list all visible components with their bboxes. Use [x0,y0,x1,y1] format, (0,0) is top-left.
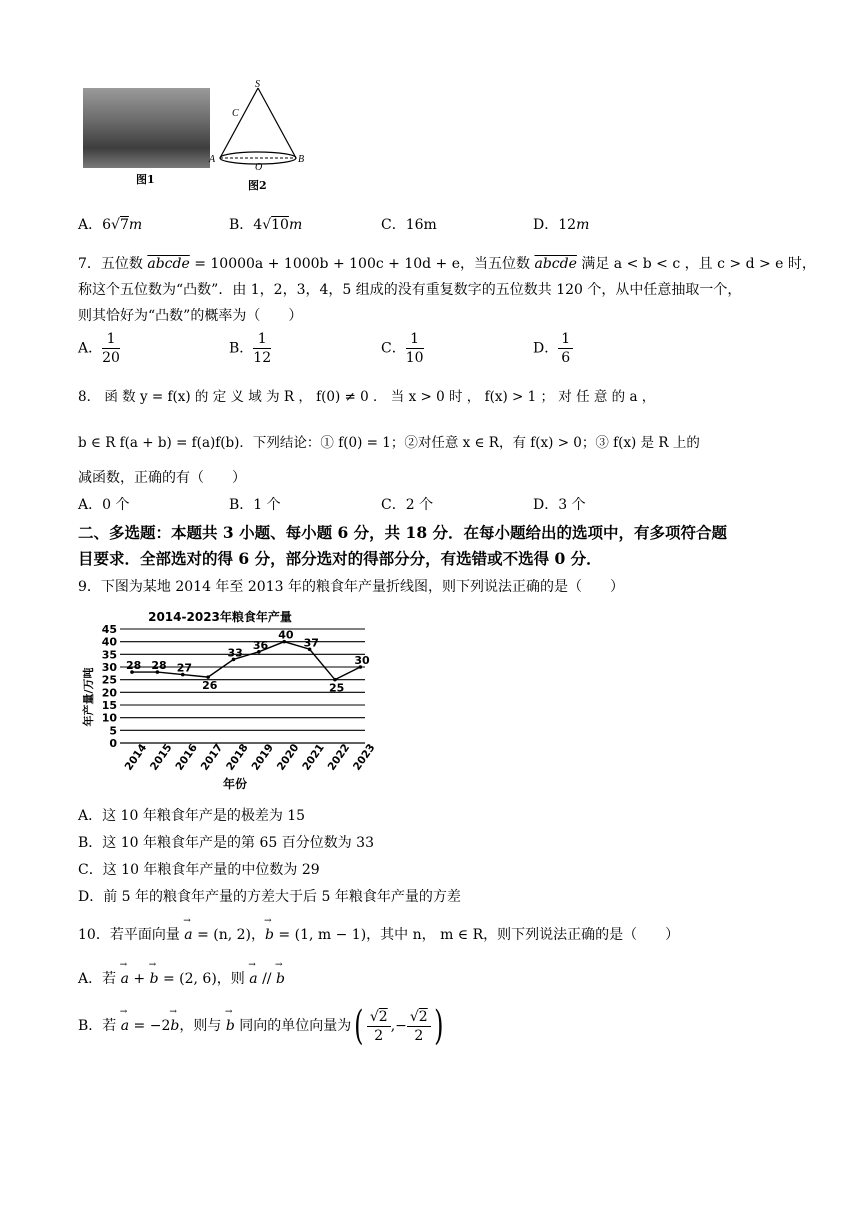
chart-x-tick-label: 2019 [249,741,277,773]
chart-data-label: 40 [278,628,294,642]
q7-stem-line2: 称这个五位数为“凸数”．由 1，2，3，4，5 组成的没有重复数字的五位数共 120 个，从中任意抽取一个， [78,282,742,298]
chart-data-label: 28 [126,659,142,673]
chart-y-tick-label: 20 [101,686,117,700]
q6-option-d[interactable]: D．12m [533,217,590,233]
cone-label-c: C [232,108,239,119]
q9-option-b[interactable]: B．这 10 年粮食年产是的第 65 百分位数为 33 [78,835,374,851]
q8-stem-line1: 8． 函 数 y = f(x) 的 定 义 域 为 R ， f(0) ≠ 0 ． 当 x > 0 时 ， f(x) > 1 ； 对 任 意 的 a ， [78,389,656,405]
chart-data-label: 28 [151,659,167,673]
q8-option-a[interactable]: A．0 个 [78,497,130,513]
chart-x-tick-label: 2016 [173,741,200,773]
chart-data-label: 25 [328,681,345,695]
q7-option-d[interactable]: D． $\frac{1}{6}$ [533,330,573,367]
q6-option-c[interactable]: C．16m [381,217,437,233]
cone-label-a: A [209,154,216,165]
chart-data-label: 33 [227,646,243,660]
chart-x-tick-label: 2020 [274,741,302,773]
q8-stem-line3: 减函数，正确的有（ ） [78,470,246,486]
figure-1-photo [83,88,210,168]
q9-option-d[interactable]: D．前 5 年的粮食年产量的方差大于后 5 年粮食年产量的方差 [78,889,461,905]
chart-data-label: 26 [202,679,218,693]
chart-y-tick-label: 15 [101,699,117,712]
q9-stem: 9．下图为某地 2014 年至 2013 年的粮食年产量折线图，则下列说法正确的是（ ） [78,579,624,595]
q7-option-b[interactable]: B． $\frac{1}{12}$ [229,331,272,366]
chart-y-tick-label: 35 [101,648,117,662]
chart-x-tick-label: 2017 [198,741,226,773]
q7-option-a[interactable]: A． $\frac{1}{20}$ [78,331,120,366]
q10-option-b[interactable]: B．若 → a = −2→ b，则与 → b 同向的单位向量为( $\frac{√2}{2}$ ,− $\frac{√2}{2}$ ) [78,1006,446,1046]
chart-y-tick-label: 45 [101,623,117,636]
chart-y-axis-label: 年产量/万吨 [82,667,95,727]
chart-y-tick-label: 0 [109,737,117,750]
cone-label-s: S [255,79,260,90]
chart-x-axis-label: 年份 [222,777,248,791]
q10-stem: 10．若平面向量 → a = (n, 2)，→ b = (1, m − 1)，其中 n， m ∈ R，则下列说法正确的是（ ） [78,924,679,944]
chart-y-tick-label: 25 [101,673,117,687]
grain-output-line-chart [80,605,380,795]
chart-data-label: 27 [176,661,193,675]
chart-x-tick-label: 2014 [122,741,150,773]
figure-2-caption: 图2 [248,179,267,192]
figure-1-caption: 图1 [136,173,155,186]
chart-data-label: 36 [252,638,269,652]
chart-data-label: 37 [303,636,319,650]
section2-heading-line1: 二、多选题：本题共 3 小题、每小题 6 分，共 18 分．在每小题给出的选项中，有多项符合题 [78,523,728,542]
chart-data-label: 30 [354,654,370,667]
q6-option-b[interactable]: B．4√10m [229,217,303,233]
chart-x-tick-label: 2015 [147,741,175,773]
cone-label-o: O [255,162,263,173]
q9-option-c[interactable]: C．这 10 年粮食年产量的中位数为 29 [78,862,320,878]
chart-title: 2014-2023年粮食年产量 [148,610,292,624]
q9-option-a[interactable]: A．这 10 年粮食年产是的极差为 15 [78,808,306,824]
chart-x-tick-label: 2023 [350,741,378,773]
q7-stem-line1: 7．五位数 abcde = 10000a + 1000b + 100c + 10d + e，当五位数 abcde 满足 a < b < c ，且 c > d > e 时， [78,256,816,272]
q8-stem-line2: b ∈ R f(a + b) = f(a)f(b)．下列结论：① f(0) = 1；②对任意 x ∈ R，有 f(x) > 0；③ f(x) 是 R 上的 [78,435,700,451]
chart-x-tick-label: 2018 [224,741,251,773]
figure-2-cone [205,78,315,178]
q10-option-a[interactable]: A．若 → a + → b = (2, 6)，则 → a // → b [78,968,285,988]
q8-option-b[interactable]: B．1 个 [229,497,281,513]
q7-option-c[interactable]: C． $\frac{1}{10}$ [381,331,424,366]
chart-y-tick-label: 5 [109,724,117,738]
cone-label-b: B [298,154,305,165]
chart-y-tick-label: 10 [101,711,117,725]
chart-x-tick-label: 2022 [325,741,353,773]
chart-x-tick-label: 2021 [300,741,327,773]
q8-option-c[interactable]: C．2 个 [381,497,434,513]
chart-y-tick-label: 40 [101,635,117,649]
q8-option-d[interactable]: D．3 个 [533,497,586,513]
q6-option-a[interactable]: A．6√7m [78,217,143,233]
section2-heading-line2: 目要求．全部选对的得 6 分，部分选对的得部分分，有选错或不选得 0 分． [78,549,602,568]
q7-stem-line3: 则其恰好为“凸数”的概率为（ ） [78,308,303,324]
chart-y-tick-label: 30 [101,661,117,674]
